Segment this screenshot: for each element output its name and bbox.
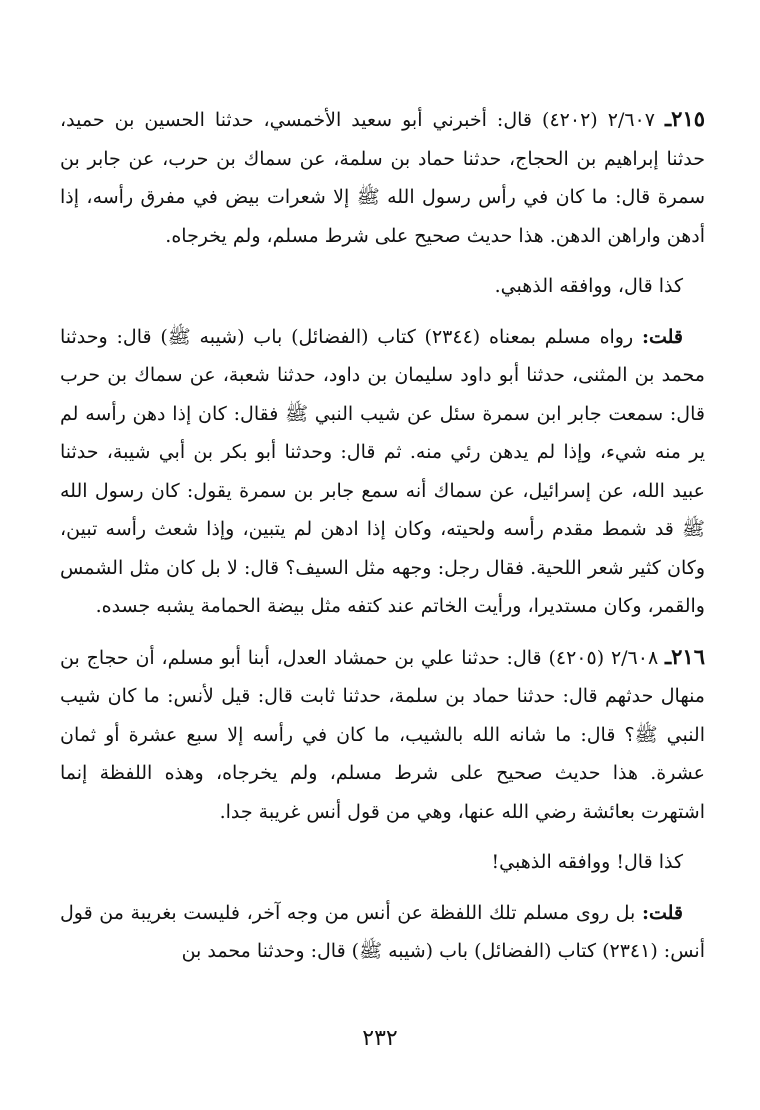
qult-text: بل روى مسلم تلك اللفظة عن أنس من وجه آخر، فليست بغريبة من قول أنس: (٢٣٤١) كتاب (الفضائل) باب (شيبه ﷺ) قال: وحدثنا محمد بن [60, 901, 705, 962]
qult-paragraph-2 [60, 894, 705, 971]
hadith-215-paragraph [60, 100, 705, 255]
hadith-number: ٢١٥ـ [665, 106, 706, 131]
qult-label: قلت: [641, 325, 683, 348]
hadith-reference: ٢/٦٠٧ (٤٢٠٢) [532, 109, 666, 131]
hadith-text: قال: حدثنا علي بن حمشاد العدل، أبنا أبو مسلم، أن حجاج بن منهال حدثهم قال: حدثنا حماد بن سلمة، حدثنا ثابت قال: قيل لأنس: ما كان شيب النبي ﷺ؟ قال: ما شانه الله بالشيب، ما كان في رأسه إلا سبع عشرة أو ثمان عشرة. هذا حديث صحيح على شرط مسلم، ولم يخرجاه، وهذه اللفظة إنما اشتهرت بعائشة رضي الله عنها، وهي من قول أنس غريبة جدا. [60, 646, 705, 823]
page-number: ٢٣٢ [362, 1026, 398, 1051]
hadith-216-paragraph [60, 638, 705, 832]
hadith-number: ٢١٦ـ [665, 643, 705, 669]
qult-paragraph-1 [60, 318, 705, 626]
qult-label: قلت: [641, 901, 683, 924]
page-body [60, 100, 705, 971]
qult-text: رواه مسلم بمعناه (٢٣٤٤) كتاب (الفضائل) باب (شيبه ﷺ) قال: وحدثنا محمد بن المثنى، حدثنا أبو داود سليمان بن داود، حدثنا شعبة، عن سماك بن حرب قال: سمعت جابر ابن سمرة سئل عن شيب النبي ﷺ فقال: كان إذا دهن رأسه لم ير منه شيء، وإذا لم يدهن رئي منه. ثم قال: وحدثنا أبو بكر بن أبي شيبة، حدثنا عبيد الله، عن إسرائيل، عن سماك أنه سمع جابر بن سمرة يقول: كان رسول الله ﷺ قد شمط مقدم رأسه ولحيته، وكان إذا ادهن لم يتبين، وإذا شعث رأسه تبين، وكان كثير شعر اللحية. فقال رجل: وجهه مثل السيف؟ قال: لا بل كان مثل الشمس والقمر، وكان مستديرا، ورأيت الخاتم عند كتفه مثل بيضة الحمامة يشبه جسده. [60, 325, 705, 617]
commentary-216: كذا قال! ووافقه الذهبي! [491, 851, 683, 873]
commentary-215: كذا قال، ووافقه الذهبي. [494, 275, 683, 297]
hadith-reference: ٢/٦٠٨ (٤٢٠٥) [541, 646, 665, 669]
hadith-text: قال: أخبرني أبو سعيد الأخمسي، حدثنا الحسين بن حميد، حدثنا إبراهيم بن الحجاج، حدثنا حماد بن سلمة، عن سماك بن حرب، عن جابر بن سمرة قال: ما كان في رأس رسول الله ﷺ إلا شعرات بيض في مفرق رأسه، إذا أدهن واراهن الدهن. هذا حديث صحيح على شرط مسلم، ولم يخرجاه. [60, 109, 705, 247]
